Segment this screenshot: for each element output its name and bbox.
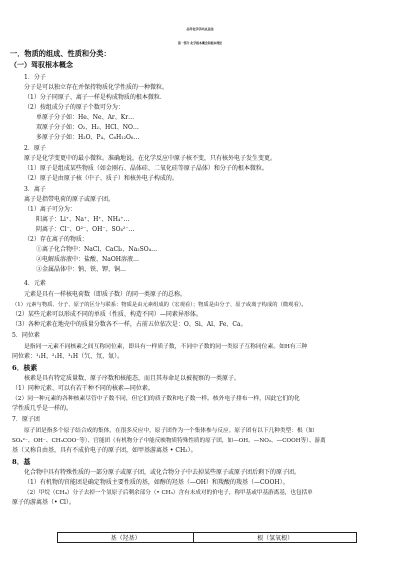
paragraph-line: 双原子分子如：O₂、H₂、HCl、NO… [36, 124, 139, 131]
paragraph-line: （2）原子是由原子核（中子、质子）和核外电子构成的。 [24, 175, 178, 182]
comparison-table [57, 532, 357, 543]
paragraph-line: 核素是具有特定质量数、原子序数和核能态，而且其寿命足以被视察的一类原子。 [24, 375, 241, 382]
paragraph-line: 基（又称自由基，具有不成价电子的原子团，如甲基游离基 • CH₃）。 [12, 447, 197, 454]
paragraph-line: 原子的游离基（• Cl）。 [12, 499, 75, 506]
table-header-cell: 根（氢氧根） [194, 533, 357, 543]
paragraph-line: 是指同一元素不同核素之间互称同位素，即具有一样质子数，不同中子数的同一类原子互称同位素。如H有三种 [24, 344, 308, 350]
item-heading-radical: 8．基 [12, 458, 31, 466]
paragraph-line: （2）某些元素可以形成不同的单质（性质、构造不同）—同素异形体。 [12, 311, 202, 318]
paragraph-line: 离子是指带电荷的原子或原子团。 [24, 196, 115, 203]
paragraph-line: （1）有机物的官能团是确定物质主要性质的基，如醇的羟基（—OH）和羧酸的羧基（—COOH）。 [24, 479, 289, 486]
paragraph-line: 多原子分子如：H₂O、P₄、C₆H₁₂O₆… [36, 134, 140, 141]
paragraph-line: 单原子分子如：He、Ne、Ar、Kr… [36, 114, 135, 121]
paragraph-line: 元素是具有一样核电荷数（即质子数）的同一类原子的总称。 [24, 291, 187, 298]
paragraph-line: （1）离子可分为： [24, 206, 76, 213]
paragraph-line: （2）同一种元素的各种核素尽管中子数不同，但它们的质子数和电子数一样。核外电子排布一样，因此它们的化 [12, 396, 300, 402]
paragraph-line: ①离子化合物中：NaCl、CaCl₂、Na₂SO₄… [36, 246, 158, 253]
paragraph-line: （3）各种元素在地壳中的质量分数各不一样，占前五位依次是：O、Si、Al、Fe、Ca。 [12, 321, 247, 328]
section-heading: 一．物质的组成、性质和分类： [10, 49, 111, 58]
paragraph-line: ②电解质溶液中：盐酸、NaOH溶液… [36, 256, 139, 263]
document-title: 高考化学学问点总结 [186, 27, 214, 31]
item-heading-atomic-group: 7．原子团 [12, 416, 40, 423]
item-heading-element: 4．元素 [24, 280, 46, 287]
subsection-heading: （一）驾驭根本概念 [10, 60, 73, 69]
table-row [58, 533, 357, 543]
item-heading-isotope: 5．同位素 [12, 332, 40, 339]
part-heading: 第一部分 化学根本概念和根本理论 [177, 41, 223, 45]
item-heading-molecule: 1．分子 [24, 74, 46, 81]
paragraph-line: 原子团是指多个原子结合成的集体，在很多反应中，原子团作为一个集体参与反应。原子团有以下几种类型：根（如 [24, 428, 315, 434]
item-heading-nuclide: 6．核素 [12, 364, 38, 372]
paragraph-line: （1）分子同原子、离子一样是构成物质的根本微粒． [24, 94, 166, 101]
item-heading-atom: 2．原子 [24, 145, 46, 152]
paragraph-line: 原子是化学变更中的最小微粒。准确地说，在化学反应中原子核不变，只有核外电子发生变更。 [24, 155, 277, 162]
paragraph-line: （1）元素与物质、分子、原子的区分与联系：物质是由元素组成的（宏观看）；物质是由分子、原子或离子构成的（微观看）。 [12, 302, 307, 308]
paragraph-line: SO₄²⁻、OH⁻、CH₃COO⁻等）、官能团（有机物分子中能反映物质特殊性质的原子团，如—OH、—NO₂、—COOH等）、游离 [12, 438, 326, 444]
paragraph-line: （1）同种元素、可以有若干种不同的核素—同位素。 [12, 385, 154, 392]
paragraph-line: （2）甲烷（CH₄）分子去掉一个氢原子后剩余部分（• CH₃）含有未成对的价电子，称甲基或甲基游离基，也包括单 [24, 490, 313, 496]
paragraph-line: （2）存在离子的物质： [24, 236, 88, 243]
paragraph-line: 化合物中具有特殊性质的一部分原子或原子团，或化合物分子中去掉某些原子或原子团后剩下的原子团。 [24, 469, 301, 476]
paragraph-line: （1）原子是组成某些物质（如金刚石、晶体硅、二氧化硅等原子晶体）和分子的根本微粒。 [24, 165, 268, 172]
item-heading-ion: 3．离子 [24, 186, 46, 193]
paragraph-line: 阴离子：Cl⁻、O²⁻、OH⁻、SO₄²⁻… [36, 226, 135, 233]
paragraph-line: ③金属晶体中：钠、铁、钾、铜… [36, 266, 127, 273]
paragraph-line: 阳离子：Li⁺、Na⁺、H⁺、NH₄⁺… [36, 216, 130, 223]
paragraph-line: 分子是可以独立存在并保持物质化学性质的一种微粒。 [24, 84, 169, 91]
paragraph-line: （2）按组成分子的原子个数可分为： [24, 104, 124, 111]
paragraph-line: 学性质几乎是一样的。 [12, 405, 73, 412]
paragraph-line: 同位素：¹₁H、²₁H、³₁H（氕、氘、氚）。 [12, 353, 124, 360]
table-header-cell: 基（羟基） [58, 533, 194, 543]
